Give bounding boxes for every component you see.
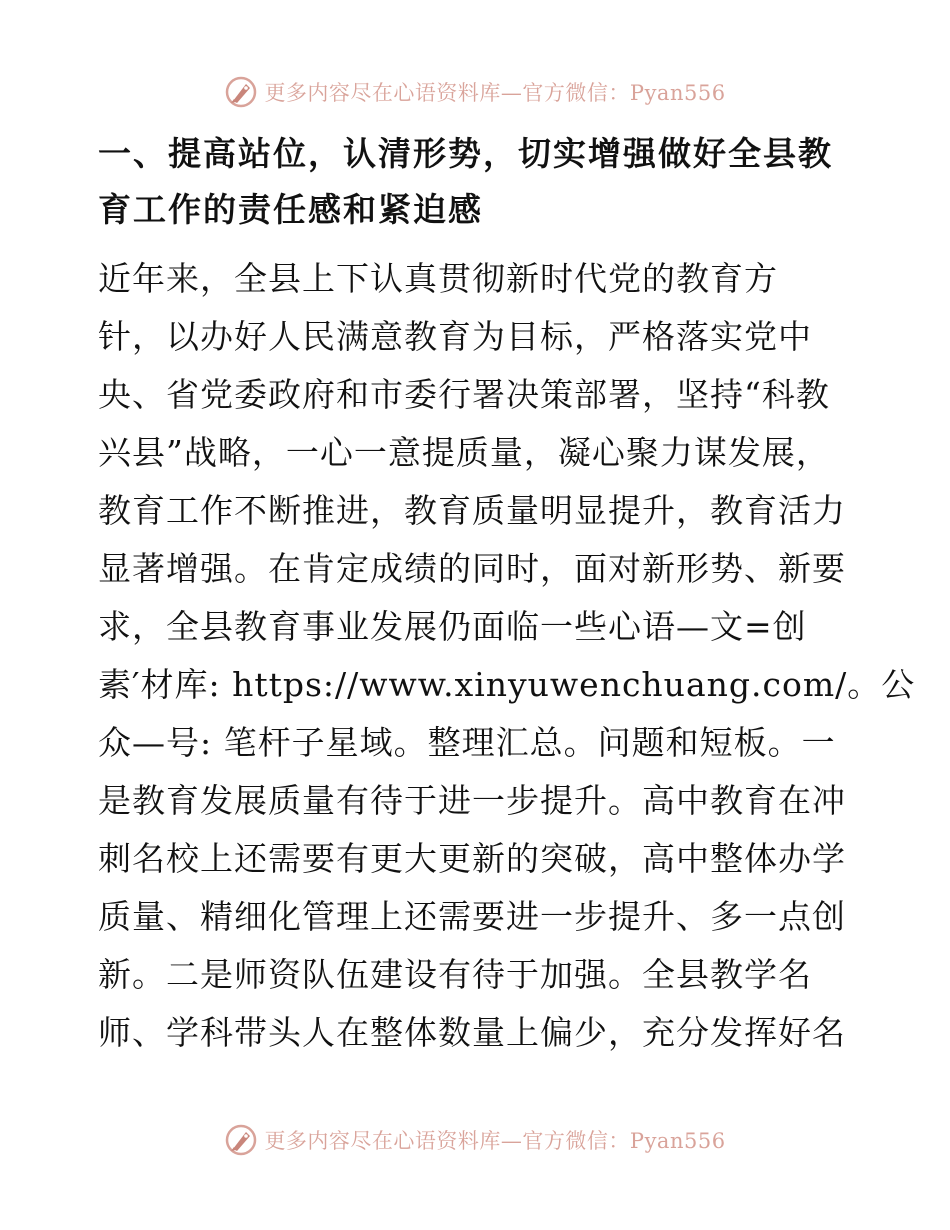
paragraph-line: 针，以办好人民满意教育为目标，严格落实党中 xyxy=(98,317,812,356)
paragraph-line-with-link: 素′材库: https://www.xinyuwenchuang.com/。公 xyxy=(98,665,916,704)
header-banner-text: 更多内容尽在心语资料库—官方微信：Pyan556 xyxy=(264,81,726,105)
paragraph-line: 师、学科带头人在整体数量上偏少，充分发挥好名 xyxy=(98,1013,846,1052)
paragraph-line: 显著增强。在肯定成绩的同时，面对新形势、新要 xyxy=(98,549,846,588)
pen-nib-logo-icon xyxy=(224,75,258,109)
paragraph-line: 近年来，全县上下认真贯彻新时代党的教育方 xyxy=(98,259,778,298)
header-watermark-banner xyxy=(0,72,950,112)
paragraph-line: 央、省党委政府和市委行署决策部署，坚持“科教 xyxy=(98,375,830,414)
footer-watermark-banner xyxy=(0,1120,950,1160)
heading-line: 一、提高站位，认清形势，切实增强做好全县教 xyxy=(98,134,833,173)
paragraph-line: 质量、精细化管理上还需要进一步提升、多一点创 xyxy=(98,897,846,936)
paragraph-line: 众—号: 笔杆子星域。整理汇总。问题和短板。一 xyxy=(98,723,836,762)
section-heading xyxy=(98,126,858,238)
body-paragraph xyxy=(98,250,916,1062)
pen-nib-logo-icon xyxy=(224,1123,258,1157)
paragraph-line: 刺名校上还需要有更大更新的突破，高中整体办学 xyxy=(98,839,846,878)
paragraph-line: 兴县”战略，一心一意提质量，凝心聚力谋发展， xyxy=(98,433,830,472)
paragraph-line: 新。二是师资队伍建设有待于加强。全县教学名 xyxy=(98,955,812,994)
footer-banner-text: 更多内容尽在心语资料库—官方微信：Pyan556 xyxy=(264,1129,726,1153)
heading-line: 育工作的责任感和紧迫感 xyxy=(98,190,483,229)
paragraph-line: 是教育发展质量有待于进一步提升。高中教育在冲 xyxy=(98,781,846,820)
paragraph-line: 教育工作不断推进，教育质量明显提升，教育活力 xyxy=(98,491,846,530)
paragraph-line: 求，全县教育事业发展仍面临一些心语—文=创 xyxy=(98,607,807,646)
